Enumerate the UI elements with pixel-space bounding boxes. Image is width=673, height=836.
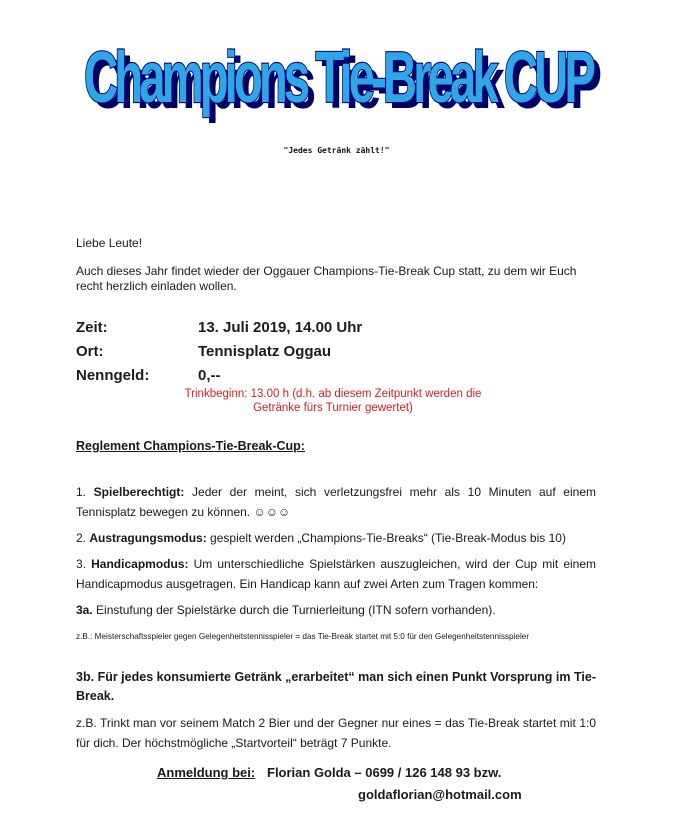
rule-3b-text: Für jedes konsumierte Getränk „erarbeitet“ man sich einen Punkt Vorsprung im Tie-Break. [76,670,596,703]
rule-3-text: Um unterschiedliche Spielstärken auszugleichen, wird der Cup mit einem Handicapmodus ausgetragen. Ein Handicap kann auf zwei Arten zum Tragen kommen: [76,557,597,591]
entry-fee-value: 0,-- [198,367,221,384]
time-value: 13. Juli 2019, 14.00 Uhr [198,319,363,336]
title-wordart-text: Champions Tie-Break CUP [84,38,595,118]
rule-3-number: 3. [76,557,87,571]
rule-1-number: 1. [76,485,87,499]
drinking-start-notice [160,387,506,415]
rule-2-number: 2. [76,531,87,545]
rule-1-title: Spielberechtigt: [93,485,185,499]
notice-line-2: Getränke fürs Turnier gewertet) [253,402,413,414]
rule-3a-number: 3a. [76,603,93,617]
entry-fee-label: Nenngeld: [76,367,150,384]
intro-paragraph: Auch dieses Jahr findet wieder der Oggauer Champions-Tie-Break Cup statt, zu dem wir Euch recht herzlich einladen wollen. [76,264,577,293]
location-value: Tennisplatz Oggau [198,343,332,360]
rule-3a-example: z.B.: Meisterschaftsspieler gegen Gelegenheitstennisspieler = das Tie-Break startet mit 5:0 für den Gelegenheitstennisspieler [76,632,530,641]
greeting: Liebe Leute! [76,236,143,250]
rule-1 [76,482,596,522]
tagline: "Jedes Getränk zählt!" [283,146,390,155]
rule-3b-number: 3b. [76,670,95,684]
rule-1-text: Jeder der meint, sich verletzungsfrei mehr als 10 Minuten auf einem Tennisplatz bewegen zu können. ☺☺☺ [76,485,596,519]
rule-2-title: Austragungsmodus: [89,531,207,545]
rule-3-title: Handicapmodus: [91,557,189,571]
rules-heading: Reglement Champions-Tie-Break-Cup: [76,439,305,453]
rule-3a [76,600,596,620]
rule-3b-example: z.B. Trinkt man vor seinem Match 2 Bier und der Gegner nur eines = das Tie-Break startet mit 1:0 für dich. Der höchstmögliche „Startvorteil“ beträgt 7 Punkte. [76,716,596,750]
rule-2-text: gespielt werden „Champions-Tie-Breaks“ (Tie-Break-Modus bis 10) [210,531,566,545]
title-wordart [80,40,600,122]
rule-2 [76,528,596,548]
rule-3a-text: Einstufung der Spielstärke durch die Turnierleitung (ITN sofern vorhanden). [96,603,496,617]
signup-email: goldaflorian@hotmail.com [358,787,522,802]
location-label: Ort: [76,343,104,360]
time-label: Zeit: [76,319,108,336]
rule-3b [76,668,596,706]
rule-3 [76,554,596,594]
signup-contact: Florian Golda – 0699 / 126 148 93 bzw. [267,765,502,780]
notice-line-1: Trinkbeginn: 13.00 h (d.h. ab diesem Zeitpunkt werden die [184,388,482,400]
signup-label: Anmeldung bei: [157,765,256,780]
title-wordart-shadow: Champions Tie-Break CUP [90,44,601,124]
